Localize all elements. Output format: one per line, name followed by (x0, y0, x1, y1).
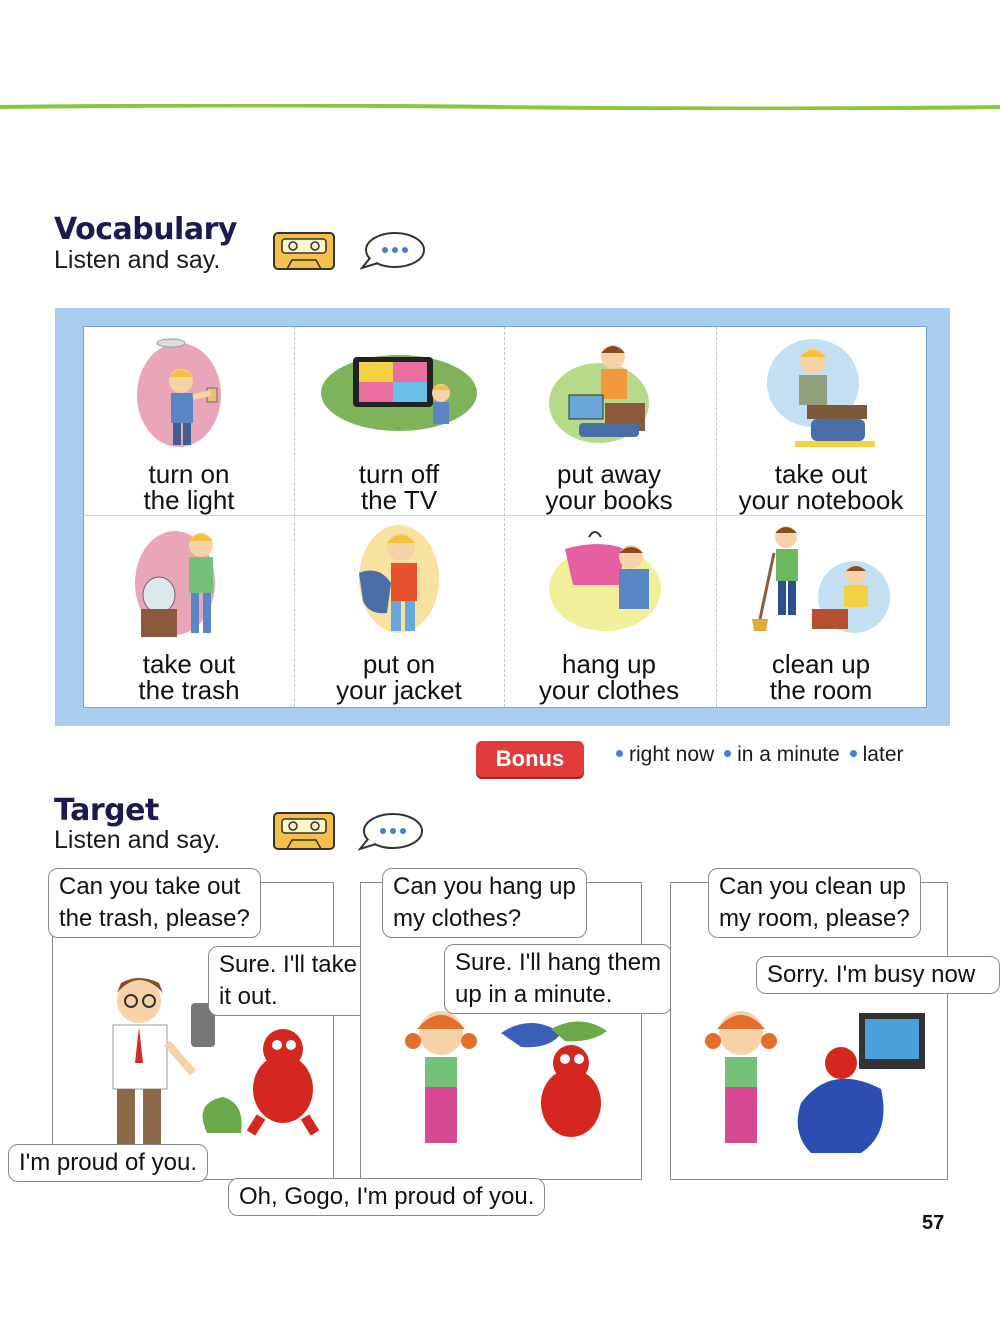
vocab-item-turn-off-tv[interactable] (294, 327, 504, 517)
speech-bubble-question (708, 868, 921, 938)
dialogue-text: up in a minute. (455, 981, 613, 1008)
boy-jacket-illustration (329, 523, 469, 643)
vocab-item-hang-up-clothes[interactable] (504, 517, 714, 707)
bonus-button[interactable]: Bonus (476, 741, 584, 777)
vocab-item-turn-on-light[interactable] (84, 327, 294, 517)
vocab-label-line2: the trash (138, 675, 240, 705)
speech-bubble-answer: Sorry. I'm busy now (756, 956, 1000, 994)
bonus-phrase: right now (629, 743, 715, 766)
vocabulary-grid (83, 326, 927, 708)
dialogue-text: Can you take out (59, 873, 241, 900)
vocabulary-instruction: Listen and say. (54, 246, 221, 274)
speech-bubble-icon[interactable] (358, 811, 424, 851)
vocabulary-title: Vocabulary (54, 212, 237, 247)
dialogue-text: Sure. I'll take (219, 951, 357, 978)
tv-boy-illustration (319, 333, 489, 453)
target-instruction: Listen and say. (54, 826, 221, 854)
speech-bubble-praise: Oh, Gogo, I'm proud of you. (228, 1178, 545, 1216)
speech-bubble-praise: I'm proud of you. (8, 1144, 208, 1182)
vocab-label-line2: the room (769, 675, 873, 705)
dialogue-text: Can you clean up (719, 873, 906, 900)
page-number: 57 (922, 1212, 945, 1234)
vocab-label-line2: your clothes (538, 675, 680, 705)
girl-dragon-clothes-illustration (381, 993, 631, 1173)
vocab-label-line2: your jacket (336, 675, 462, 705)
top-green-rule (0, 104, 1000, 110)
speech-bubble-icon[interactable] (360, 230, 426, 270)
bullet-icon (724, 750, 731, 757)
vocab-label-line2: your notebook (738, 485, 904, 515)
vocab-item-clean-up-room[interactable] (716, 517, 926, 707)
girl-books-illustration (539, 333, 679, 453)
vocab-label-line1: turn on (148, 459, 230, 489)
speech-bubble-answer (208, 946, 368, 1016)
speech-bubble-question (48, 868, 261, 938)
dialogue-text: my clothes? (393, 905, 522, 932)
girl-trash-illustration (119, 523, 259, 643)
vocab-label-line2: the TV (360, 485, 438, 515)
vocab-label-line2: your books (545, 485, 673, 515)
cassette-icon[interactable] (273, 812, 335, 850)
vocab-label-line1: put on (362, 649, 436, 679)
bullet-icon (616, 750, 623, 757)
vocab-label-line1: put away (556, 459, 662, 489)
dialogue-text: Can you hang up (393, 873, 576, 900)
dialogue-text: my room, please? (719, 905, 910, 932)
bonus-phrase: in a minute (737, 743, 840, 766)
bonus-phrase-list (612, 743, 904, 767)
speech-bubble-answer (444, 944, 672, 1014)
bonus-phrase: later (862, 743, 904, 766)
dialogue-text: Sure. I'll hang them (455, 949, 662, 976)
vocab-item-take-out-notebook[interactable] (716, 327, 926, 517)
vocab-item-put-away-books[interactable] (504, 327, 714, 517)
vocab-label-line1: take out (774, 459, 868, 489)
vocab-label-line1: hang up (562, 649, 656, 679)
bullet-icon (850, 750, 857, 757)
dialogue-text: it out. (219, 983, 278, 1010)
vocab-label-line2: the light (143, 485, 235, 515)
vocab-label-line1: take out (142, 649, 236, 679)
target-title: Target (54, 793, 159, 828)
kids-cleaning-illustration (744, 523, 894, 643)
vocab-label-line1: clean up (771, 649, 871, 679)
boy-notebook-illustration (751, 333, 891, 453)
boy-hanging-clothes-illustration (539, 523, 679, 643)
vocab-label-line1: turn off (358, 459, 440, 489)
cassette-icon[interactable] (273, 232, 335, 270)
girl-dragon-tv-illustration (691, 993, 941, 1173)
vocab-item-take-out-trash[interactable] (84, 517, 294, 707)
dialogue-text: the trash, please? (59, 905, 250, 932)
boy-switch-light-illustration (119, 333, 259, 453)
vocab-item-put-on-jacket[interactable] (294, 517, 504, 707)
speech-bubble-question (382, 868, 587, 938)
vocabulary-frame (55, 308, 950, 726)
